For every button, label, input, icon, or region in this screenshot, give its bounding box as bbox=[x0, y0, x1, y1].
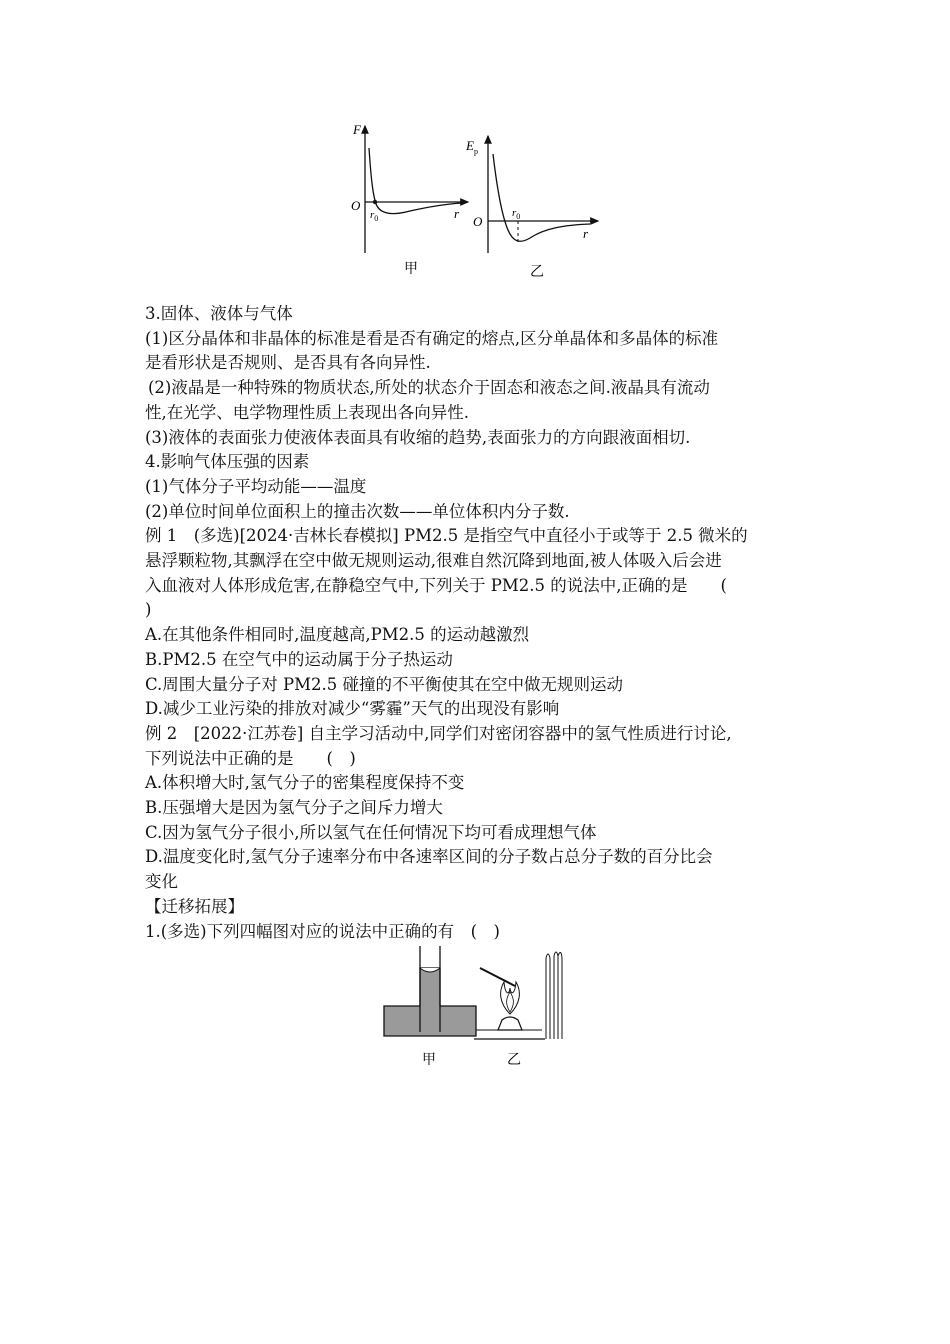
bottom-caption-yi: 乙 bbox=[507, 1053, 521, 1068]
figure-yi-lamp bbox=[474, 968, 545, 1039]
graph-yi bbox=[465, 136, 598, 280]
example-2-option-d: 变化 bbox=[145, 872, 178, 892]
example-2-stem: 例 2 [2022·江苏卷] 自主学习活动中,同学们对密闭容器中的氢气性质进行讨论, bbox=[145, 723, 732, 743]
example-2-option-d: D.温度变化时,氢气分子速率分布中各速率区间的分子数占总分子数的百分比会 bbox=[145, 847, 713, 867]
example-1-stem: 入血液对人体形成危害,在静稳空气中,下列关于 PM2.5 的说法中,正确的是 ( bbox=[145, 575, 727, 595]
yi-caption: 乙 bbox=[530, 265, 544, 280]
extension-heading: 【迁移拓展】 bbox=[145, 896, 244, 916]
jia-y-label: F bbox=[353, 122, 361, 137]
yi-r0-label: $r_0$ bbox=[512, 207, 521, 221]
jia-caption: 甲 bbox=[404, 262, 418, 277]
example-1-option-a: A.在其他条件相同时,温度越高,PM2.5 的运动越激烈 bbox=[145, 625, 530, 645]
yi-y-label: $E_p$ bbox=[466, 138, 478, 156]
example-1-option-b: B.PM2.5 在空气中的运动属于分子热运动 bbox=[145, 649, 453, 669]
figure-jia-vessel bbox=[384, 946, 476, 1036]
flame-inner bbox=[507, 992, 514, 1012]
vertical-tube-bundle bbox=[546, 956, 562, 1039]
jia-r0-label: $r_0$ bbox=[370, 209, 379, 223]
example-2-option-a: A.体积增大时,氢气分子的密集程度保持不变 bbox=[145, 773, 465, 793]
example-1-option-c: C.周围大量分子对 PM2.5 碰撞的不平衡使其在空中做无规则运动 bbox=[145, 674, 624, 694]
text-line: (1)区分晶体和非晶体的标准是看是否有确定的熔点,区分单晶体和多晶体的标准 bbox=[145, 328, 719, 348]
example-1-stem: 例 1 (多选)[2024·吉林长春模拟] PM2.5 是指空气中直径小于或等于 2.5 微米的 bbox=[145, 526, 748, 546]
text-line: (2)液晶是一种特殊的物质状态,所处的状态介于固态和液态之间.液晶具有流动 bbox=[148, 378, 710, 398]
jia-x-label: r bbox=[454, 206, 460, 221]
text-line: (2)单位时间单位面积上的撞击次数——单位体积内分子数. bbox=[145, 501, 570, 521]
text-line: (3)液体的表面张力使液体表面具有收缩的趋势,表面张力的方向跟液面相切. bbox=[145, 427, 691, 447]
example-2-stem: 下列说法中正确的是 ( ) bbox=[145, 748, 356, 768]
experiment-figures bbox=[380, 944, 580, 1068]
force-energy-graphs bbox=[340, 118, 610, 280]
question-1-stem: 1.(多选)下列四幅图对应的说法中正确的有 ( ) bbox=[145, 921, 500, 941]
document-body bbox=[145, 302, 810, 944]
figure-vertical-tubes bbox=[546, 952, 562, 1039]
graph-jia bbox=[351, 122, 468, 277]
yi-energy-curve bbox=[493, 154, 590, 241]
jia-r0-dot bbox=[373, 200, 377, 204]
section-heading-4: 4.影响气体压强的因素 bbox=[145, 452, 310, 472]
yi-origin-label: O bbox=[473, 214, 483, 229]
example-1-stem: 悬浮颗粒物,其飘浮在空中做无规则运动,很难自然沉降到地面,被人体吸入后会进 bbox=[145, 551, 722, 571]
text-line: 性,在光学、电学物理性质上表现出各向异性. bbox=[145, 402, 469, 422]
section-heading-3: 3.固体、液体与气体 bbox=[145, 304, 293, 323]
text-line: (1)气体分子平均动能——温度 bbox=[145, 476, 367, 496]
example-2-option-c: C.因为氢气分子很小,所以氢气在任何情况下均可看成理想气体 bbox=[145, 822, 597, 842]
flame bbox=[501, 982, 520, 1014]
example-1-stem: ) bbox=[145, 600, 152, 620]
bottom-caption-jia: 甲 bbox=[422, 1053, 436, 1068]
example-2-option-b: B.压强增大是因为氢气分子之间斥力增大 bbox=[145, 798, 443, 818]
jia-force-curve bbox=[369, 148, 462, 214]
example-1-option-d: D.减少工业污染的排放对减少“雾霾”天气的出现没有影响 bbox=[145, 699, 560, 719]
vessel-body bbox=[384, 968, 476, 1036]
lamp-bowl bbox=[498, 1017, 522, 1030]
text-line: 是看形状是否规则、是否具有各向异性. bbox=[145, 353, 431, 373]
yi-x-label: r bbox=[583, 226, 589, 241]
heating-rod bbox=[480, 968, 515, 986]
jia-origin-label: O bbox=[351, 198, 361, 213]
